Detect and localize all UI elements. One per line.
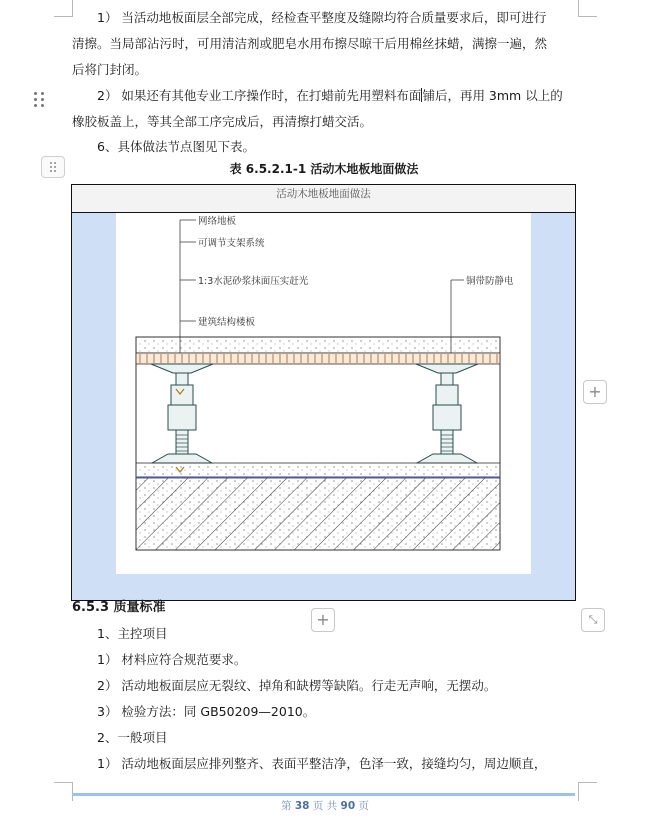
footer-divider [72, 793, 575, 796]
detail-figure[interactable] [71, 184, 576, 601]
label-antistatic-copper: 铜带防静电 [466, 276, 514, 287]
paragraph-line: 后将门封闭。 [72, 62, 148, 77]
list-item: 1） 活动地板面层应排列整齐、表面平整洁净，色泽一致，接缝均匀，周边顺直， [97, 756, 547, 771]
current-page-number: 38 [294, 800, 310, 812]
paragraph-text: 铺后，再用 3mm 以上的 [422, 88, 563, 103]
label-support-system: 可调节支架系统 [198, 238, 265, 249]
label-network-floor: 网络地板 [198, 216, 237, 227]
paragraph-line: 1） 当活动地板面层全部完成，经检查平整度及缝隙均符合质量要求后，即可进行 [97, 10, 547, 25]
floor-section-drawing [116, 213, 531, 574]
footer-suffix: 页 [358, 800, 369, 812]
list-item: 1） 材料应符合规范要求。 [97, 652, 247, 667]
total-page-number: 90 [340, 800, 356, 812]
add-row-button[interactable] [583, 380, 607, 404]
label-mortar-layer: 1:3水泥砂浆抹面压实赶光 [198, 276, 309, 287]
footer-mid: 页 共 [312, 800, 338, 812]
label-structural-slab: 建筑结构楼板 [198, 317, 256, 328]
resize-icon: ⤡ [588, 613, 598, 626]
paragraph-line [72, 83, 582, 108]
list-item: 2） 活动地板面层应无裂纹、掉角和缺楞等缺陷。行走无声响，无摆动。 [97, 678, 497, 693]
footer-prefix: 第 [281, 800, 292, 812]
list-item: 3） 检验方法：同 GB50209—2010。 [97, 704, 316, 719]
figure-header: 活动木地板地面做法 [72, 185, 575, 213]
paragraph-line: 6、具体做法节点图见下表。 [97, 139, 255, 154]
page-footer [0, 798, 650, 813]
drag-handle-icon[interactable] [33, 91, 47, 109]
plus-icon: + [588, 382, 602, 401]
figure-margin-left [72, 213, 116, 574]
paragraph-text: 2） 如果还有其他专业工序操作时，在打蜡前先用塑料布面 [97, 88, 422, 103]
resize-button[interactable] [581, 608, 605, 632]
list-item: 1、主控项目 [97, 626, 168, 641]
table-caption: 表 6.5.2.1-1 活动木地板地面做法 [229, 162, 419, 176]
plus-icon: + [316, 610, 330, 629]
block-handle-icon[interactable] [41, 156, 65, 178]
section-title: 6.5.3 质量标准 [72, 600, 166, 615]
figure-margin-right [531, 213, 575, 574]
list-item: 2、一般项目 [97, 730, 168, 745]
corner-mark-tl [54, 0, 73, 17]
paragraph-line: 清擦。当局部沾污时，可用清洁剂或肥皂水用布擦尽晾干后用棉丝抹蜡，满擦一遍，然 [72, 36, 548, 51]
paragraph-line: 橡胶板盖上，等其全部工序完成后，再清擦打蜡交活。 [72, 114, 373, 129]
